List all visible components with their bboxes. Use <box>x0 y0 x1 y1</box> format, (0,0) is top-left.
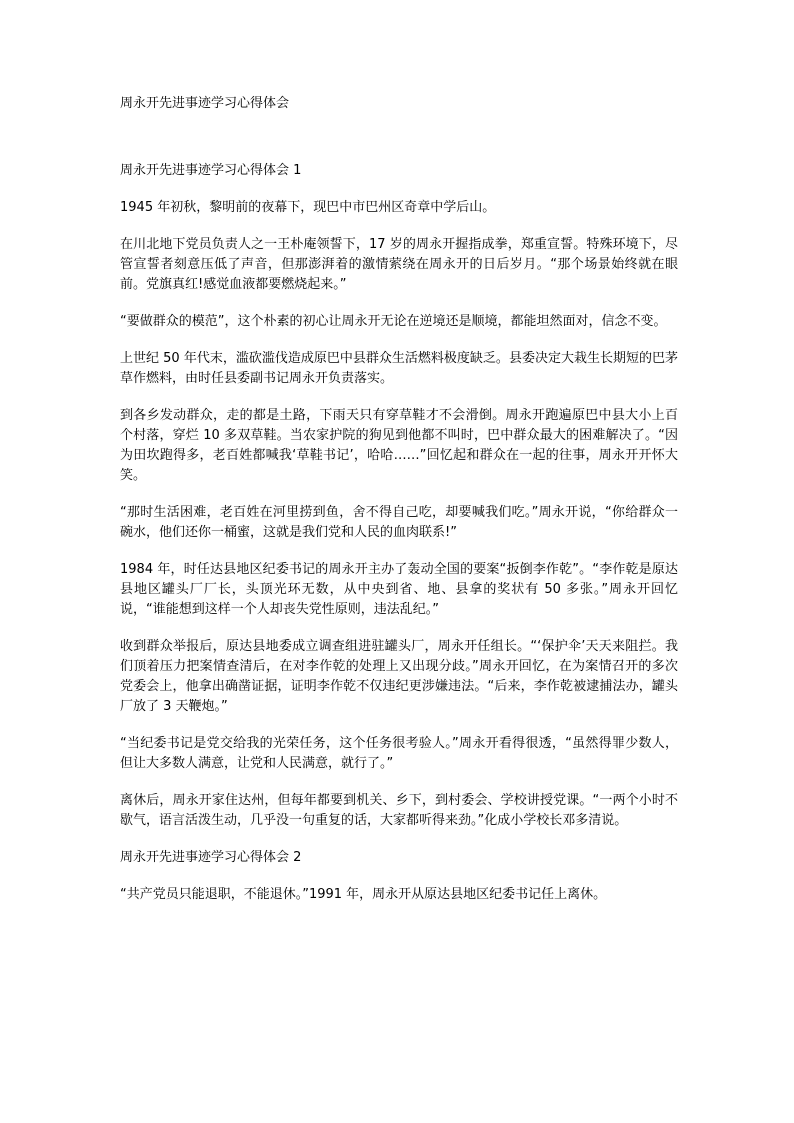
paragraph: 离休后，周永开家住达州，但每年都要到机关、乡下，到村委会、学校讲授党课。“一两个小时不歇气，语言活泼生动，几乎没一句重复的话，大家都听得来劲。”化成小学校长邓多清说。 <box>120 793 678 828</box>
document-title: 周永开先进事迹学习心得体会 <box>120 96 290 111</box>
paragraph: 收到群众举报后，原达县地委成立调查组进驻罐头厂，周永开任组长。“‘保护伞’天天来阻拦。我们顶着压力把案情查清后，在对李作乾的处理上又出现分歧。”周永开回忆，在为案情召开的多次党委会上，他拿出确凿证据，证明李作乾不仅违纪更涉嫌违法。“后来，李作乾被逮捕法办，罐头厂放了 3 天鞭炮。” <box>120 639 678 714</box>
paragraph: 在川北地下党员负责人之一王朴庵领誓下，17 岁的周永开握指成拳，郑重宣誓。特殊环境下，尽管宣誓者刻意压低了声音，但那澎湃着的激情萦绕在周永开的日后岁月。“那个场景始终就在眼前。党旗真红!感觉血液都要燃烧起来。” <box>120 237 678 292</box>
paragraph: 上世纪 50 年代末，滥砍滥伐造成原巴中县群众生活燃料极度缺乏。县委决定大栽生长期短的巴茅草作燃料，由时任县委副书记周永开负责落实。 <box>120 351 678 386</box>
paragraph: “要做群众的模范”，这个朴素的初心让周永开无论在逆境还是顺境，都能坦然面对，信念不变。 <box>120 314 667 329</box>
paragraph: 1945 年初秋，黎明前的夜幕下，现巴中市巴州区奇章中学后山。 <box>120 200 496 215</box>
paragraph: 1984 年，时任达县地区纪委书记的周永开主办了轰动全国的要案“扳倒李作乾”。“李作乾是原达县地区罐头厂厂长，头顶光环无数，从中央到省、地、县拿的奖状有 50 多张。”周永开回忆说，“谁能想到这样一个人却丧失党性原则，违法乱纪。” <box>120 562 678 617</box>
document-page <box>120 94 678 922</box>
paragraph: “当纪委书记是党交给我的光荣任务，这个任务很考验人。”周永开看得很透，“虽然得罪少数人，但让大多数人满意，让党和人民满意，就行了。” <box>120 736 678 771</box>
section-heading-2: 周永开先进事迹学习心得体会 2 <box>120 850 302 865</box>
paragraph: “共产党员只能退职，不能退休。”1991 年，周永开从原达县地区纪委书记任上离休。 <box>120 887 607 902</box>
paragraph: 到各乡发动群众，走的都是土路，下雨天只有穿草鞋才不会滑倒。周永开跑遍原巴中县大小上百个村落，穿烂 10 多双草鞋。当农家护院的狗见到他都不叫时，巴中群众最大的困难解决了。“因为田坎跑得多，老百姓都喊我‘草鞋书记’，哈哈……”回忆起和群众在一起的往事，周永开开怀大笑。 <box>120 408 678 483</box>
paragraph: “那时生活困难，老百姓在河里捞到鱼，舍不得自己吃，却要喊我们吃。”周永开说，“你给群众一碗水，他们还你一桶蜜，这就是我们党和人民的血肉联系!” <box>120 505 678 540</box>
section-heading-1: 周永开先进事迹学习心得体会 1 <box>120 163 302 178</box>
